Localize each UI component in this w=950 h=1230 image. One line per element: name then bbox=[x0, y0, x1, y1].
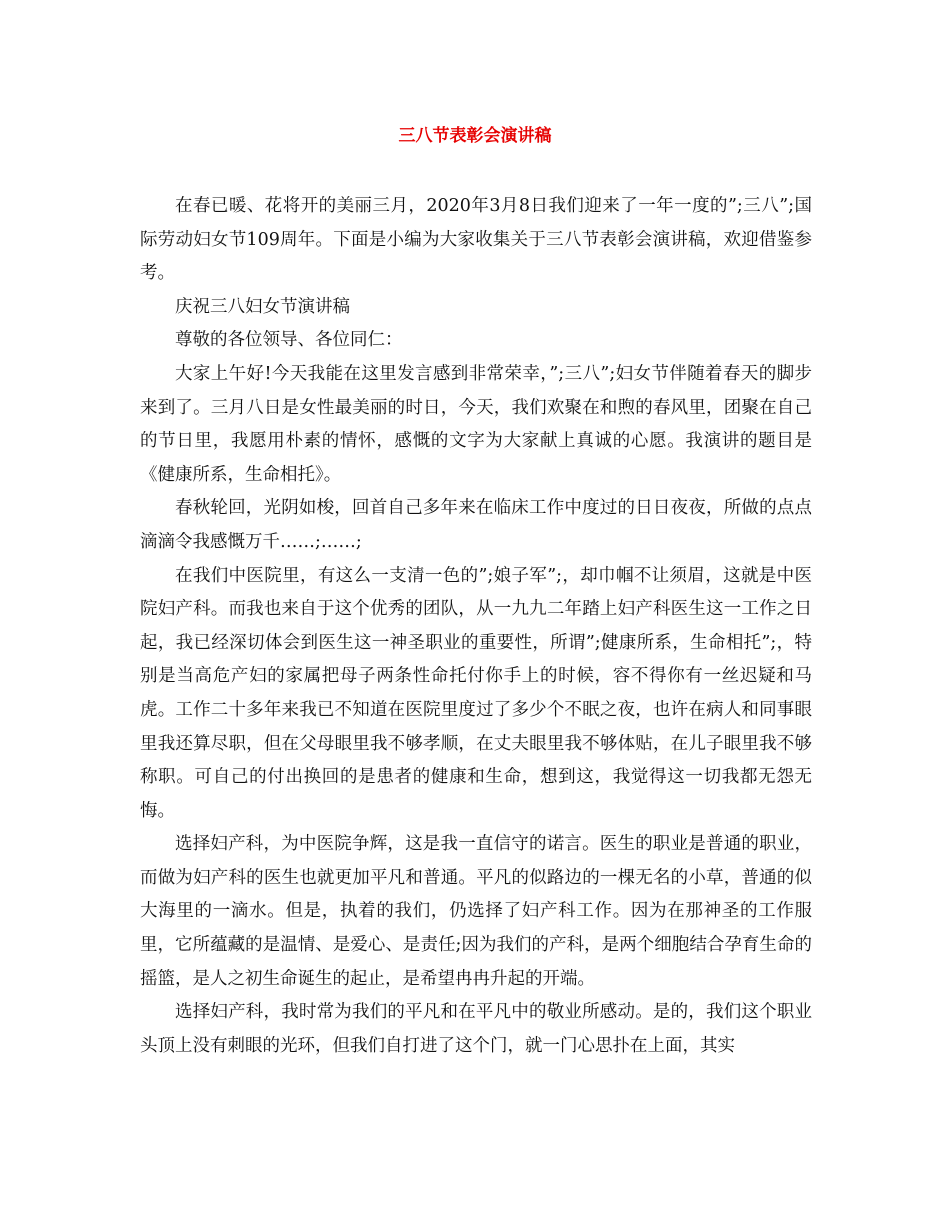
paragraph: 选择妇产科，我时常为我们的平凡和在平凡中的敬业所感动。是的，我们这个职业头顶上没有刺眼的光环，但我们自打进了这个门，就一门心思扑在上面，其实 bbox=[140, 1002, 812, 1056]
paragraph: 在我们中医院里，有这么一支清一色的”;娘子军”;，却巾帼不让须眉，这就是中医院妇产科。而我也来自于这个优秀的团队，从一九九二年踏上妇产科医生这一工作之日起，我已经深切体会到医生这一神圣职业的重要性，所谓”;健康所系，生命相托”;，特别是当高危产妇的家属把母子两条性命托付你手上的时候，容不得你有一丝迟疑和马虎。工作二十多年来我已不知道在医院里度过了多少个不眠之夜，也许在病人和同事眼里我还算尽职，但在父母眼里我不够孝顺，在丈夫眼里我不够体贴，在儿子眼里我不够称职。可自己的付出换回的是患者的健康和生命，想到这，我觉得这一切我都无怨无悔。 bbox=[140, 565, 812, 821]
paragraph-heading: 庆祝三八妇女节演讲稿 bbox=[175, 296, 350, 317]
document-body bbox=[140, 190, 812, 1063]
document-title: 三八节表彰会演讲稿 bbox=[398, 126, 552, 146]
paragraph-salutation: 尊敬的各位领导、各位同仁： bbox=[175, 330, 403, 351]
paragraph: 大家上午好!今天我能在这里发言感到非常荣幸，”;三八”;妇女节伴随着春天的脚步来到了。三月八日是女性最美丽的时日，今天，我们欢聚在和煦的春风里，团聚在自己的节日里，我愿用朴素的情怀，感慨的文字为大家献上真诚的心愿。我演讲的题目是《健康所系，生命相托》。 bbox=[140, 363, 812, 485]
paragraph: 春秋轮回，光阴如梭，回首自己多年来在临床工作中度过的日日夜夜，所做的点点滴滴令我感慨万千……;……; bbox=[140, 498, 812, 552]
paragraph-intro: 在春已暖、花将开的美丽三月，2020年3月8日我们迎来了一年一度的”;三八”;国际劳动妇女节109周年。下面是小编为大家收集关于三八节表彰会演讲稿，欢迎借鉴参考。 bbox=[140, 196, 812, 284]
paragraph: 选择妇产科，为中医院争辉，这是我一直信守的诺言。医生的职业是普通的职业，而做为妇产科的医生也就更加平凡和普通。平凡的似路边的一棵无名的小草，普通的似大海里的一滴水。但是，执着的我们，仍选择了妇产科工作。因为在那神圣的工作服里，它所蕴藏的是温情、是爱心、是责任;因为我们的产科，是两个细胞结合孕育生命的摇篮，是人之初生命诞生的起止，是希望冉冉升起的开端。 bbox=[140, 834, 812, 989]
